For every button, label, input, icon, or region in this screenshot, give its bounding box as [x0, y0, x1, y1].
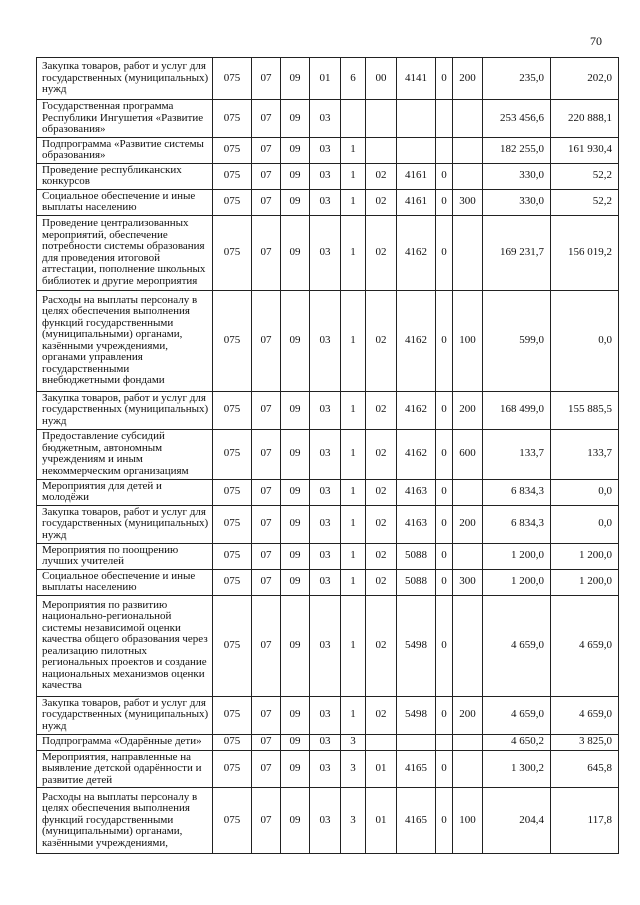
- code-cell: 1: [341, 189, 366, 215]
- code-cell: 09: [281, 163, 310, 189]
- row-name-cell: Предоставление субсидий бюджетным, автономным учреждениям и иным некоммерческим организациям: [37, 429, 213, 479]
- code-cell: 07: [252, 569, 281, 595]
- code-cell: 07: [252, 595, 281, 696]
- code-cell: 07: [252, 58, 281, 100]
- amount-cell: 1 200,0: [483, 543, 551, 569]
- code-cell: 09: [281, 750, 310, 788]
- code-cell: [453, 137, 483, 163]
- code-cell: 075: [213, 750, 252, 788]
- code-cell: 09: [281, 215, 310, 290]
- row-name-cell: Подпрограмма «Развитие системы образования»: [37, 137, 213, 163]
- code-cell: 4163: [397, 479, 436, 505]
- amount-cell: 161 930,4: [551, 137, 619, 163]
- code-cell: 0: [436, 569, 453, 595]
- code-cell: 02: [366, 290, 397, 391]
- amount-cell: 4 650,2: [483, 734, 551, 750]
- code-cell: 07: [252, 734, 281, 750]
- amount-cell: 1 300,2: [483, 750, 551, 788]
- row-name-cell: Расходы на выплаты персоналу в целях обеспечения выполнения функций государственными (муниципальными) органами, казёнными учреждениями,: [37, 788, 213, 854]
- code-cell: [436, 100, 453, 138]
- code-cell: 075: [213, 696, 252, 734]
- amount-cell: 0,0: [551, 479, 619, 505]
- amount-cell: 1 200,0: [551, 543, 619, 569]
- code-cell: 01: [366, 750, 397, 788]
- code-cell: [366, 100, 397, 138]
- code-cell: 03: [310, 391, 341, 429]
- row-name-cell: Мероприятия по развитию национально-региональной системы независимой оценки качества общего образования через реализацию пилотных региональных проектов и создание национальных механизмов оценки качества: [37, 595, 213, 696]
- code-cell: 6: [341, 58, 366, 100]
- code-cell: 09: [281, 137, 310, 163]
- amount-cell: 1 200,0: [551, 569, 619, 595]
- amount-cell: 330,0: [483, 163, 551, 189]
- code-cell: 1: [341, 696, 366, 734]
- amount-cell: 235,0: [483, 58, 551, 100]
- code-cell: 0: [436, 479, 453, 505]
- code-cell: 03: [310, 429, 341, 479]
- code-cell: 07: [252, 750, 281, 788]
- code-cell: 03: [310, 215, 341, 290]
- code-cell: 075: [213, 788, 252, 854]
- code-cell: 300: [453, 189, 483, 215]
- code-cell: 200: [453, 696, 483, 734]
- code-cell: 09: [281, 569, 310, 595]
- code-cell: 1: [341, 429, 366, 479]
- code-cell: 09: [281, 696, 310, 734]
- code-cell: 5498: [397, 595, 436, 696]
- code-cell: 0: [436, 543, 453, 569]
- table-row: [37, 696, 619, 734]
- code-cell: [341, 100, 366, 138]
- table-row: [37, 788, 619, 854]
- code-cell: [453, 750, 483, 788]
- row-name-cell: Расходы на выплаты персоналу в целях обеспечения выполнения функций государственными (муниципальными) органами, казёнными учреждениями, органами управления государственными внебюджетными фондами: [37, 290, 213, 391]
- code-cell: 0: [436, 696, 453, 734]
- code-cell: 5088: [397, 543, 436, 569]
- code-cell: [453, 215, 483, 290]
- code-cell: 075: [213, 137, 252, 163]
- code-cell: 1: [341, 505, 366, 543]
- code-cell: 075: [213, 100, 252, 138]
- code-cell: [397, 137, 436, 163]
- row-name-cell: Подпрограмма «Одарённые дети»: [37, 734, 213, 750]
- code-cell: 00: [366, 58, 397, 100]
- code-cell: 03: [310, 788, 341, 854]
- code-cell: 1: [341, 569, 366, 595]
- code-cell: 09: [281, 429, 310, 479]
- code-cell: 1: [341, 595, 366, 696]
- code-cell: 02: [366, 696, 397, 734]
- amount-cell: 204,4: [483, 788, 551, 854]
- code-cell: 07: [252, 163, 281, 189]
- code-cell: 02: [366, 543, 397, 569]
- code-cell: 075: [213, 215, 252, 290]
- code-cell: [397, 734, 436, 750]
- code-cell: [453, 163, 483, 189]
- code-cell: 09: [281, 58, 310, 100]
- code-cell: [366, 734, 397, 750]
- code-cell: 07: [252, 137, 281, 163]
- code-cell: 1: [341, 290, 366, 391]
- amount-cell: 0,0: [551, 290, 619, 391]
- amount-cell: 645,8: [551, 750, 619, 788]
- code-cell: 0: [436, 788, 453, 854]
- code-cell: 0: [436, 58, 453, 100]
- code-cell: 4161: [397, 189, 436, 215]
- page-number: 70: [590, 34, 602, 48]
- amount-cell: 6 834,3: [483, 505, 551, 543]
- code-cell: 07: [252, 479, 281, 505]
- code-cell: [453, 734, 483, 750]
- code-cell: 02: [366, 479, 397, 505]
- table-row: [37, 58, 619, 100]
- code-cell: 5088: [397, 569, 436, 595]
- code-cell: 07: [252, 100, 281, 138]
- code-cell: 4162: [397, 215, 436, 290]
- amount-cell: 133,7: [483, 429, 551, 479]
- code-cell: [436, 734, 453, 750]
- code-cell: 0: [436, 750, 453, 788]
- amount-cell: 117,8: [551, 788, 619, 854]
- code-cell: 03: [310, 137, 341, 163]
- code-cell: 03: [310, 750, 341, 788]
- code-cell: 4165: [397, 750, 436, 788]
- code-cell: 100: [453, 290, 483, 391]
- code-cell: 09: [281, 479, 310, 505]
- table-row: [37, 479, 619, 505]
- code-cell: 02: [366, 189, 397, 215]
- code-cell: 3: [341, 788, 366, 854]
- code-cell: 0: [436, 391, 453, 429]
- code-cell: 075: [213, 189, 252, 215]
- row-name-cell: Закупка товаров, работ и услуг для государственных (муниципальных) нужд: [37, 391, 213, 429]
- code-cell: 075: [213, 505, 252, 543]
- code-cell: 3: [341, 750, 366, 788]
- code-cell: 02: [366, 391, 397, 429]
- code-cell: [436, 137, 453, 163]
- table-row: [37, 163, 619, 189]
- code-cell: 09: [281, 595, 310, 696]
- amount-cell: 4 659,0: [551, 696, 619, 734]
- table-row: [37, 100, 619, 138]
- row-name-cell: Закупка товаров, работ и услуг для государственных (муниципальных) нужд: [37, 696, 213, 734]
- code-cell: 4165: [397, 788, 436, 854]
- amount-cell: 4 659,0: [483, 595, 551, 696]
- code-cell: 09: [281, 189, 310, 215]
- code-cell: 600: [453, 429, 483, 479]
- code-cell: 02: [366, 569, 397, 595]
- code-cell: 07: [252, 429, 281, 479]
- code-cell: 075: [213, 543, 252, 569]
- amount-cell: 4 659,0: [551, 595, 619, 696]
- code-cell: 1: [341, 391, 366, 429]
- code-cell: 5498: [397, 696, 436, 734]
- code-cell: 07: [252, 543, 281, 569]
- code-cell: 09: [281, 543, 310, 569]
- table-row: [37, 290, 619, 391]
- code-cell: 1: [341, 137, 366, 163]
- code-cell: 09: [281, 788, 310, 854]
- code-cell: 02: [366, 163, 397, 189]
- row-name-cell: Мероприятия, направленные на выявление детской одарённости и развитие детей: [37, 750, 213, 788]
- code-cell: 07: [252, 391, 281, 429]
- amount-cell: 182 255,0: [483, 137, 551, 163]
- code-cell: [453, 479, 483, 505]
- amount-cell: 330,0: [483, 189, 551, 215]
- budget-table: [36, 57, 619, 854]
- code-cell: 075: [213, 595, 252, 696]
- code-cell: 01: [366, 788, 397, 854]
- code-cell: 03: [310, 479, 341, 505]
- code-cell: 09: [281, 505, 310, 543]
- table-row: [37, 750, 619, 788]
- code-cell: 0: [436, 290, 453, 391]
- code-cell: 07: [252, 788, 281, 854]
- code-cell: 1: [341, 479, 366, 505]
- code-cell: 4161: [397, 163, 436, 189]
- amount-cell: 52,2: [551, 163, 619, 189]
- row-name-cell: Социальное обеспечение и иные выплаты населению: [37, 569, 213, 595]
- amount-cell: 155 885,5: [551, 391, 619, 429]
- row-name-cell: Мероприятия по поощрению лучших учителей: [37, 543, 213, 569]
- code-cell: 075: [213, 391, 252, 429]
- code-cell: [453, 595, 483, 696]
- code-cell: 4141: [397, 58, 436, 100]
- code-cell: 0: [436, 429, 453, 479]
- amount-cell: 4 659,0: [483, 696, 551, 734]
- code-cell: 1: [341, 543, 366, 569]
- code-cell: 0: [436, 215, 453, 290]
- row-name-cell: Мероприятия для детей и молодёжи: [37, 479, 213, 505]
- code-cell: 03: [310, 290, 341, 391]
- code-cell: 200: [453, 391, 483, 429]
- code-cell: 4163: [397, 505, 436, 543]
- code-cell: 075: [213, 429, 252, 479]
- code-cell: 07: [252, 505, 281, 543]
- code-cell: [453, 100, 483, 138]
- code-cell: 02: [366, 429, 397, 479]
- code-cell: 0: [436, 595, 453, 696]
- amount-cell: 220 888,1: [551, 100, 619, 138]
- code-cell: 07: [252, 215, 281, 290]
- table-row: [37, 137, 619, 163]
- table-row: [37, 734, 619, 750]
- code-cell: 02: [366, 595, 397, 696]
- table-row: [37, 543, 619, 569]
- table-row: [37, 595, 619, 696]
- amount-cell: 1 200,0: [483, 569, 551, 595]
- row-name-cell: Закупка товаров, работ и услуг для государственных (муниципальных) нужд: [37, 58, 213, 100]
- code-cell: 07: [252, 189, 281, 215]
- code-cell: 0: [436, 505, 453, 543]
- code-cell: 0: [436, 189, 453, 215]
- code-cell: 03: [310, 505, 341, 543]
- code-cell: 200: [453, 505, 483, 543]
- amount-cell: 599,0: [483, 290, 551, 391]
- code-cell: 075: [213, 58, 252, 100]
- amount-cell: 202,0: [551, 58, 619, 100]
- amount-cell: 169 231,7: [483, 215, 551, 290]
- code-cell: 100: [453, 788, 483, 854]
- amount-cell: 133,7: [551, 429, 619, 479]
- code-cell: 03: [310, 163, 341, 189]
- code-cell: 1: [341, 215, 366, 290]
- code-cell: 0: [436, 163, 453, 189]
- amount-cell: 3 825,0: [551, 734, 619, 750]
- row-name-cell: Государственная программа Республики Ингушетия «Развитие образования»: [37, 100, 213, 138]
- code-cell: 02: [366, 215, 397, 290]
- code-cell: 4162: [397, 429, 436, 479]
- code-cell: 09: [281, 290, 310, 391]
- code-cell: 07: [252, 696, 281, 734]
- amount-cell: 52,2: [551, 189, 619, 215]
- code-cell: 4162: [397, 391, 436, 429]
- row-name-cell: Закупка товаров, работ и услуг для государственных (муниципальных) нужд: [37, 505, 213, 543]
- code-cell: 02: [366, 505, 397, 543]
- code-cell: 300: [453, 569, 483, 595]
- code-cell: 075: [213, 290, 252, 391]
- code-cell: 03: [310, 543, 341, 569]
- row-name-cell: Социальное обеспечение и иные выплаты населению: [37, 189, 213, 215]
- table-row: [37, 215, 619, 290]
- code-cell: 075: [213, 569, 252, 595]
- code-cell: [453, 543, 483, 569]
- code-cell: 03: [310, 734, 341, 750]
- code-cell: 09: [281, 391, 310, 429]
- code-cell: 03: [310, 100, 341, 138]
- table-row: [37, 391, 619, 429]
- table-row: [37, 569, 619, 595]
- code-cell: 03: [310, 696, 341, 734]
- amount-cell: 0,0: [551, 505, 619, 543]
- amount-cell: 156 019,2: [551, 215, 619, 290]
- amount-cell: 6 834,3: [483, 479, 551, 505]
- code-cell: 09: [281, 734, 310, 750]
- table-row: [37, 189, 619, 215]
- code-cell: 075: [213, 734, 252, 750]
- row-name-cell: Проведение республиканских конкурсов: [37, 163, 213, 189]
- code-cell: 03: [310, 569, 341, 595]
- code-cell: 09: [281, 100, 310, 138]
- code-cell: 1: [341, 163, 366, 189]
- code-cell: 07: [252, 290, 281, 391]
- code-cell: 075: [213, 163, 252, 189]
- table-row: [37, 505, 619, 543]
- amount-cell: 253 456,6: [483, 100, 551, 138]
- code-cell: [397, 100, 436, 138]
- code-cell: [366, 137, 397, 163]
- code-cell: 200: [453, 58, 483, 100]
- code-cell: 3: [341, 734, 366, 750]
- amount-cell: 168 499,0: [483, 391, 551, 429]
- table-row: [37, 429, 619, 479]
- code-cell: 01: [310, 58, 341, 100]
- row-name-cell: Проведение централизованных мероприятий, обеспечение потребности системы образования для проведения итоговой аттестации, пополнение школьных библиотек и другие мероприятия: [37, 215, 213, 290]
- code-cell: 03: [310, 595, 341, 696]
- code-cell: 03: [310, 189, 341, 215]
- code-cell: 4162: [397, 290, 436, 391]
- code-cell: 075: [213, 479, 252, 505]
